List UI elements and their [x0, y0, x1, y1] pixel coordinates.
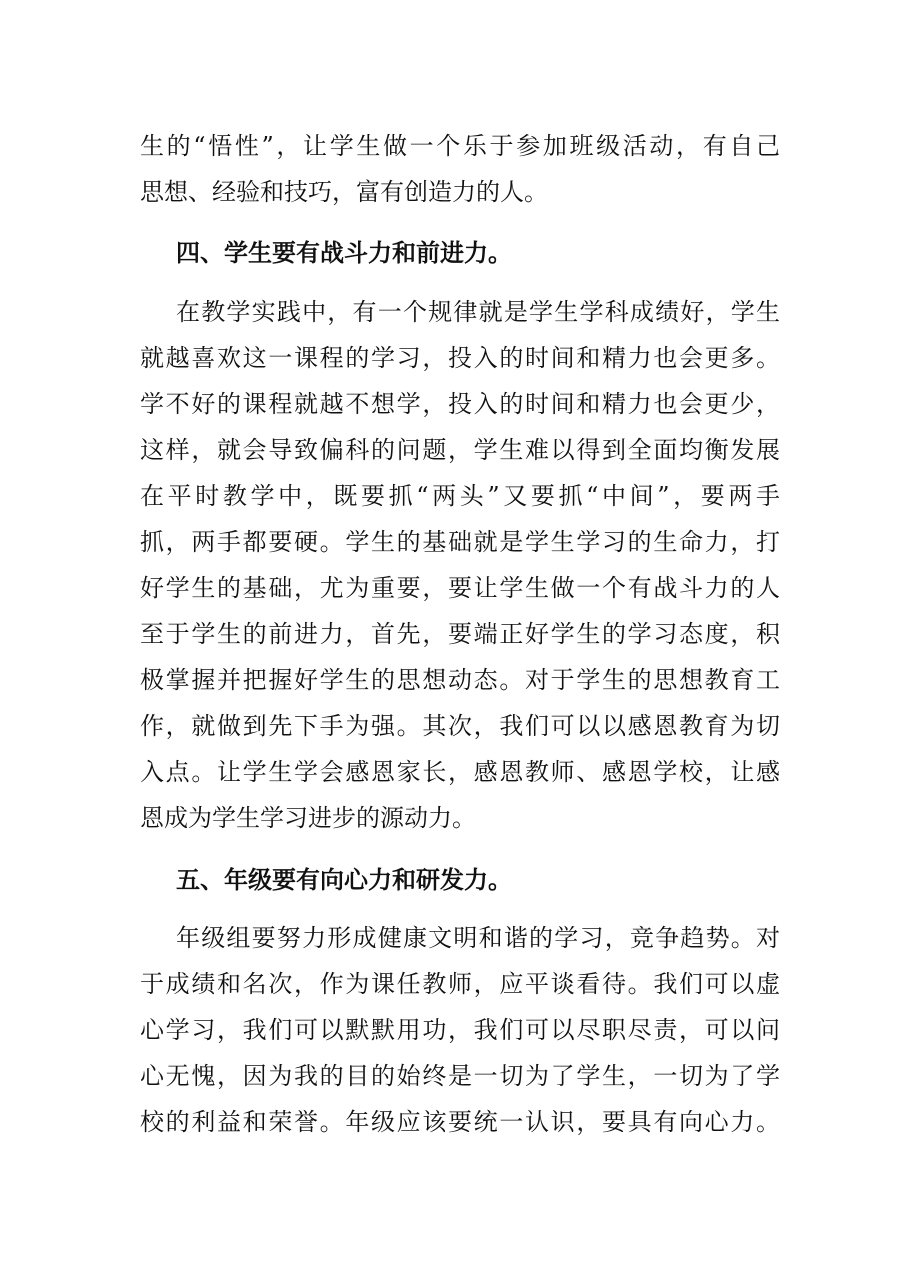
paragraph-2-line-2: 就越喜欢这一课程的学习，投入的时间和精力也会更多。 — [140, 344, 780, 372]
paragraph-1-line-2: 思想、经验和技巧，富有创造力的人。 — [140, 178, 548, 206]
paragraph-2-line-6: 抓，两手都要硬。学生的基础就是学生学习的生命力，打 — [140, 528, 780, 556]
paragraph-3-line-3: 心学习，我们可以默默用功，我们可以尽职尽责，可以问 — [140, 1016, 780, 1044]
paragraph-3-line-1: 年级组要努力形成健康文明和谐的学习，竞争趋势。对 — [176, 924, 780, 952]
paragraph-2-line-4: 这样，就会导致偏科的问题，学生难以得到全面均衡发展 — [140, 436, 780, 464]
paragraph-2-line-11: 入点。让学生学会感恩家长，感恩教师、感恩学校，让感 — [140, 758, 780, 786]
paragraph-3-line-5: 校的利益和荣誉。年级应该要统一认识，要具有向心力。 — [140, 1108, 780, 1136]
paragraph-2-line-8: 至于学生的前进力，首先，要端正好学生的学习态度，积 — [140, 620, 780, 648]
paragraph-2-line-7: 好学生的基础，尤为重要，要让学生做一个有战斗力的人 — [140, 574, 780, 602]
paragraph-2-line-10: 作，就做到先下手为强。其次，我们可以以感恩教育为切 — [140, 712, 780, 740]
paragraph-1-line-1: 生的“悟性”，让学生做一个乐于参加班级活动，有自己 — [140, 132, 780, 160]
section-heading-4: 四、学生要有战斗力和前进力。 — [176, 239, 512, 267]
paragraph-2-line-3: 学不好的课程就越不想学，投入的时间和精力也会更少， — [140, 390, 780, 418]
paragraph-3-line-4: 心无愧，因为我的目的始终是一切为了学生，一切为了学 — [140, 1062, 780, 1090]
paragraph-2-line-1: 在教学实践中，有一个规律就是学生学科成绩好，学生 — [176, 298, 780, 326]
section-heading-5: 五、年级要有向心力和研发力。 — [176, 866, 512, 894]
paragraph-2-line-9: 极掌握并把握好学生的思想动态。对于学生的思想教育工 — [140, 666, 780, 694]
paragraph-2-line-5: 在平时教学中，既要抓“两头”又要抓“中间”，要两手 — [140, 482, 780, 510]
paragraph-2-line-12: 恩成为学生学习进步的源动力。 — [140, 804, 476, 832]
paragraph-3-line-2: 于成绩和名次，作为课任教师，应平谈看待。我们可以虚 — [140, 970, 780, 998]
